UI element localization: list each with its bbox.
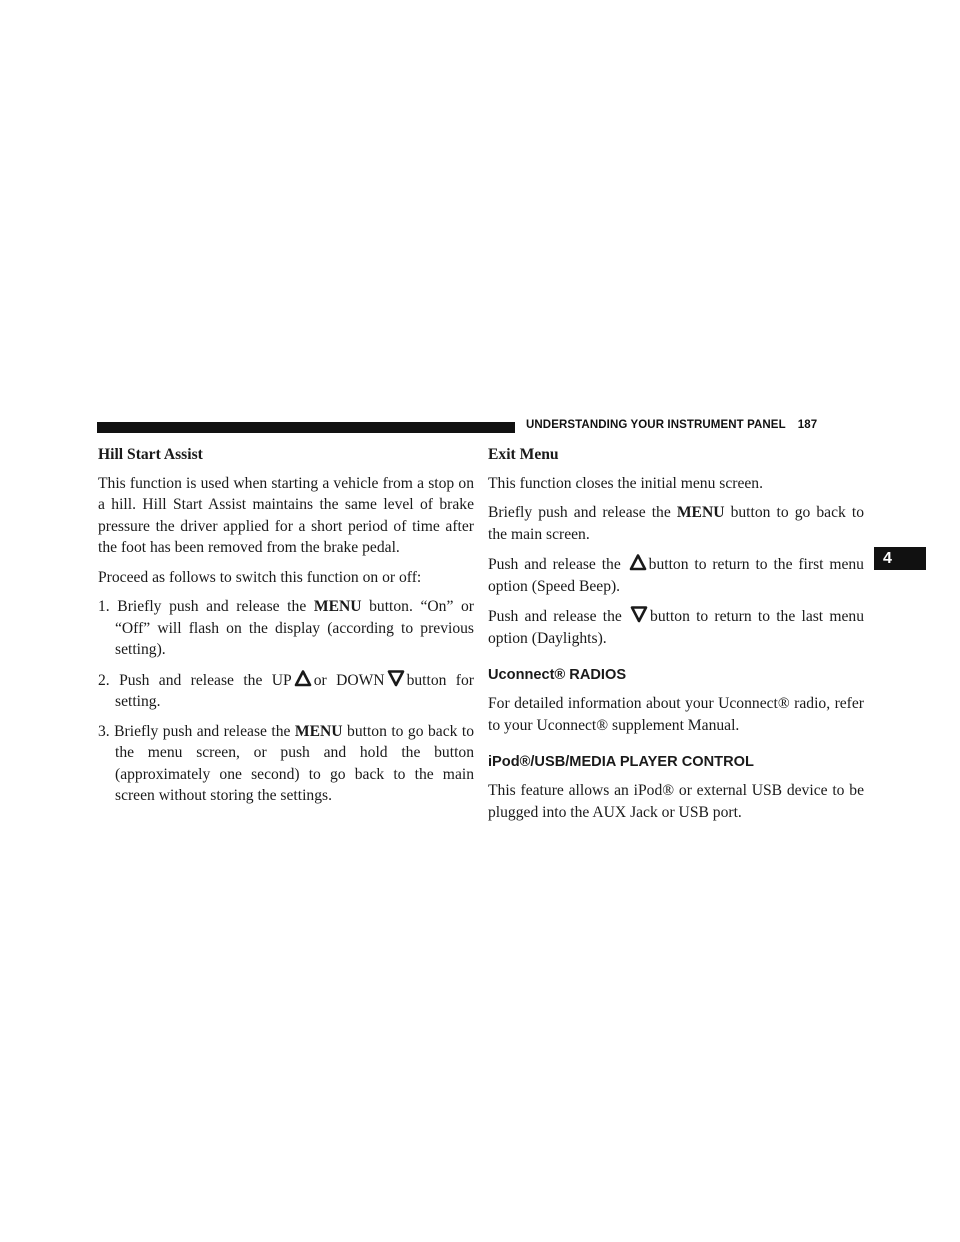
return-last-option: Push and release the button to return to the last menu option (Daylights). bbox=[488, 605, 864, 649]
exit-menu-back: Briefly push and release the MENU button to go back to the main screen. bbox=[488, 504, 865, 543]
uconnect-radios-heading: Uconnect® RADIOS bbox=[488, 667, 627, 683]
hill-start-description: This function is used when starting a vehicle from a stop on a hill. Hill Start Assist maintains the same level of brake pressure the driver applied for a short period of time after the foot has been removed from the brake pedal. bbox=[98, 474, 474, 556]
right-column bbox=[488, 444, 864, 831]
exit-menu-heading: Exit Menu bbox=[488, 446, 559, 463]
step-2: 2. Push and release the UP or DOWN button for setting. bbox=[98, 669, 474, 713]
running-header bbox=[526, 419, 817, 431]
exit-menu-description: This function closes the initial menu screen. bbox=[488, 474, 763, 492]
header-title: UNDERSTANDING YOUR INSTRUMENT PANEL bbox=[526, 419, 786, 431]
header-rule bbox=[97, 422, 515, 433]
step-1: 1. Briefly push and release the MENU button. “On” or “Off” will flash on the display (according to previous setting). bbox=[98, 598, 474, 658]
menu-button-label: MENU bbox=[676, 504, 725, 521]
proceed-instruction: Proceed as follows to switch this function on or off: bbox=[98, 568, 422, 586]
menu-button-label: MENU bbox=[294, 722, 343, 740]
up-arrow-icon bbox=[294, 669, 312, 687]
hill-start-assist-heading: Hill Start Assist bbox=[98, 446, 203, 463]
menu-button-label: MENU bbox=[313, 598, 362, 615]
media-player-description: This feature allows an iPod® or external USB device to be plugged into the AUX Jack or USB port. bbox=[488, 782, 864, 821]
return-first-option: Push and release the button to return to the first menu option (Speed Beep). bbox=[488, 553, 864, 597]
down-arrow-icon bbox=[630, 605, 648, 623]
chapter-tab: 4 bbox=[874, 547, 926, 570]
media-player-heading: iPod®/USB/MEDIA PLAYER CONTROL bbox=[488, 754, 754, 770]
up-arrow-icon bbox=[629, 553, 647, 571]
left-column bbox=[98, 444, 474, 815]
step-3: 3. Briefly push and release the MENU button to go back to the menu screen, or push and hold the button (approximately one second) to go back to the main screen without storing the settings. bbox=[98, 722, 475, 804]
down-arrow-icon bbox=[387, 669, 405, 687]
page-number: 187 bbox=[797, 419, 818, 431]
uconnect-description: For detailed information about your Uconnect® radio, refer to your Uconnect® supplement Manual. bbox=[488, 695, 864, 734]
